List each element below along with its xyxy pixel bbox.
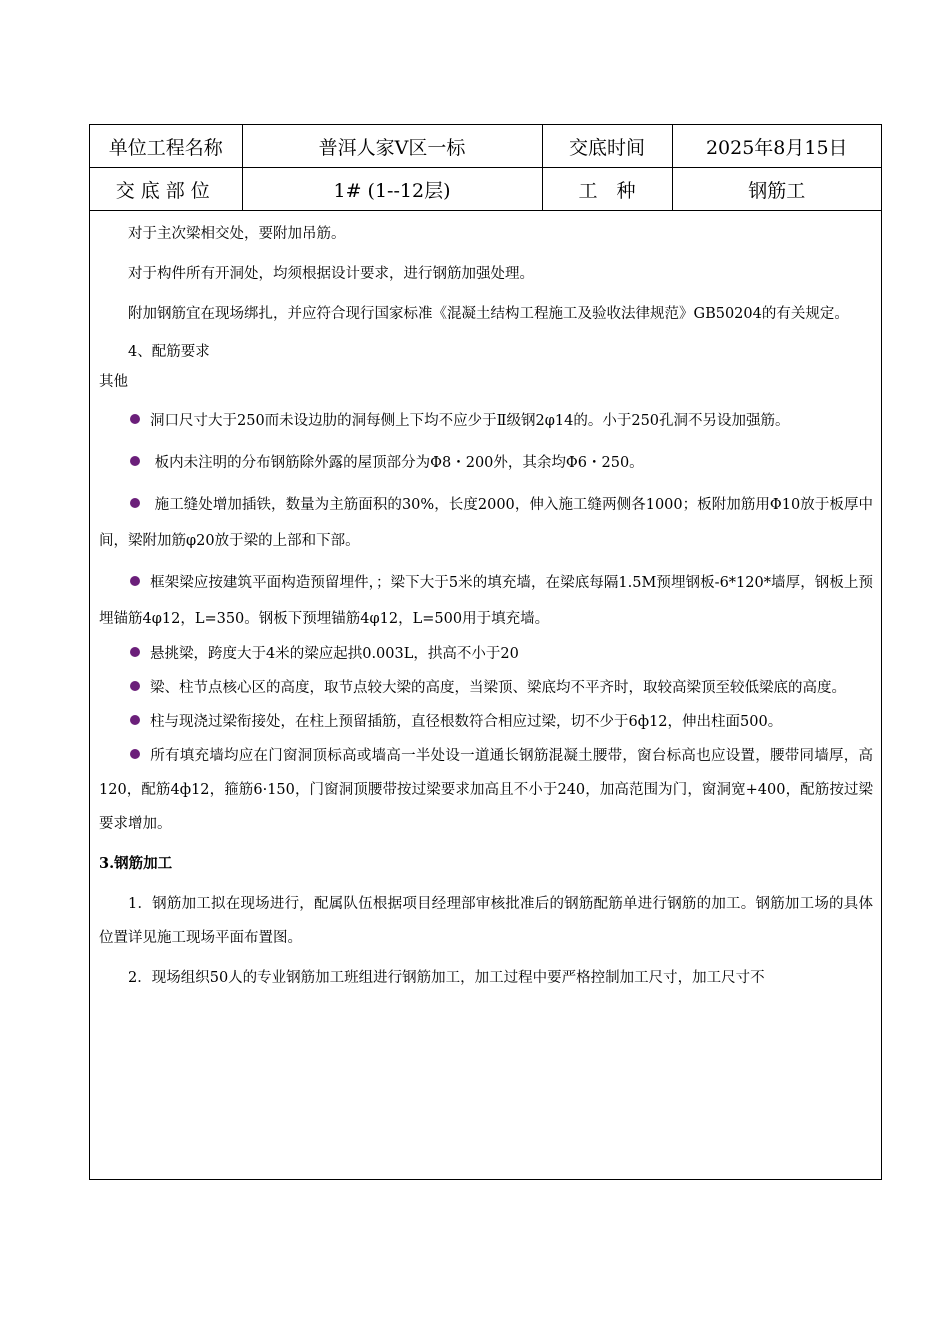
paragraph-hanging-bars: 对于主次梁相交处，要附加吊筋。: [128, 226, 346, 242]
label-other: 其他: [99, 374, 128, 390]
bullet-text: 所有填充墙均应在门窗洞顶标高或墙高一半处设一道通长钢筋混凝土腰带，窗台标高也应设置，腰带同墙厚，高120，配筋4ф12，箍筋6·150，门窗洞顶腰带按过梁要求加高且不小于240，加高范围为门，窗洞宽+400，配筋按过梁要求增加。: [99, 748, 873, 832]
bullet-item: [99, 705, 873, 739]
disclosure-time-label: 交底时间: [542, 125, 672, 168]
bullet-item: [99, 445, 873, 481]
paragraph-processing-team: 2．现场组织50人的专业钢筋加工班组进行钢筋加工，加工过程中要严格控制加工尺寸，加工尺寸不: [128, 970, 765, 986]
bullet-text: 框架梁应按建筑平面构造预留埋件，；梁下大于5米的填充墙，在梁底每隔1.5M预埋钢板-6*120*墙厚，钢板上预埋锚筋4φ12，L=350。钢板下预埋锚筋4φ12，L=500用于填充墙。: [99, 575, 873, 627]
disclosure-location-label: 交底部位: [90, 168, 242, 211]
bullet-icon: [130, 456, 140, 466]
header-table: [90, 125, 881, 211]
section-heading-reinforcement-requirements: 4、配筋要求: [128, 344, 210, 360]
bullet-item: [99, 403, 873, 439]
disclosure-time-value: 2025年8月15日: [672, 125, 881, 168]
paragraph-processing-location: 1．钢筋加工拟在现场进行，配属队伍根据项目经理部审核批准后的钢筋配筋单进行钢筋的加工。钢筋加工场的具体位置详见施工现场平面布置图。: [99, 896, 873, 946]
bullet-icon: [130, 414, 140, 424]
bullet-icon: [130, 498, 140, 508]
bullet-text: 施工缝处增加插铁，数量为主筋面积的30%，长度2000，伸入施工缝两侧各1000；板附加筋用Φ10放于板厚中间，梁附加筋φ20放于梁的上部和下部。: [99, 497, 873, 549]
section-heading-rebar-processing: 3.钢筋加工: [99, 855, 173, 872]
bullet-item: [99, 565, 873, 637]
paragraph-additional-bars: 附加钢筋宜在现场绑扎，并应符合现行国家标准《混凝土结构工程施工及验收法律规范》GB50204的有关规定。: [128, 306, 849, 322]
bullet-icon: [130, 576, 140, 586]
bullet-text: 洞口尺寸大于250而未设边肋的洞每侧上下均不应少于Ⅱ级钢2φ14的。小于250孔洞不另设加强筋。: [150, 413, 790, 429]
bullet-item: [99, 739, 873, 841]
disclosure-location-value: 1# (1--12层): [242, 168, 542, 211]
bullet-text: 板内未注明的分布钢筋除外露的屋顶部分为Φ8・200外，其余均Φ6・250。: [150, 455, 644, 471]
trade-label: 工 种: [542, 168, 672, 211]
bullet-text: 柱与现浇过梁衔接处，在柱上预留插筋，直径根数符合相应过梁，切不少于6ф12，伸出柱面500。: [150, 714, 783, 730]
header-row-1: [90, 125, 881, 168]
bullet-item: [99, 637, 873, 671]
unit-project-name-label: 单位工程名称: [90, 125, 242, 168]
bullet-icon: [130, 681, 140, 691]
bullet-icon: [130, 647, 140, 657]
bullet-item: [99, 487, 873, 559]
trade-value: 钢筋工: [672, 168, 881, 211]
paragraph-openings: 对于构件所有开洞处，均须根据设计要求，进行钢筋加强处理。: [128, 266, 534, 282]
unit-project-name-value: 普洱人家Ⅴ区一标: [242, 125, 542, 168]
bullet-text: 悬挑梁，跨度大于4米的梁应起拱0.003L，拱高不小于20: [150, 646, 519, 662]
bullet-text: 梁、柱节点核心区的高度，取节点较大梁的高度，当梁顶、梁底均不平齐时，取较高梁顶至较低梁底的高度。: [150, 680, 846, 696]
header-row-2: [90, 168, 881, 211]
disclosure-sheet: [89, 124, 882, 1180]
bullet-item: [99, 671, 873, 705]
bullet-icon: [130, 715, 140, 725]
content-body: [90, 217, 881, 995]
bullet-icon: [130, 749, 140, 759]
